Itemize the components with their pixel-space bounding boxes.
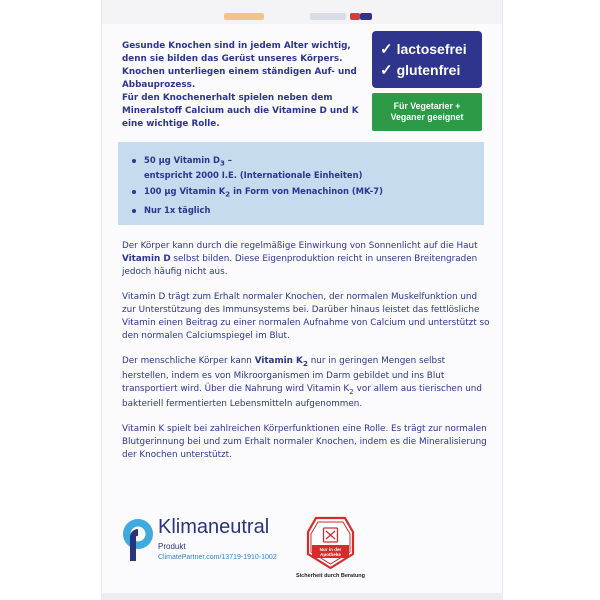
top-flap-strip	[102, 0, 502, 24]
fact-vitamin-k2: 100 µg Vitamin $K_2$ in Form von Menachinon (MK-7)	[132, 186, 484, 201]
box-bottom-edge	[101, 593, 503, 600]
intro-text	[122, 40, 367, 131]
bullet-icon	[132, 209, 136, 213]
flap-fragment	[224, 13, 264, 20]
apotheke-logo	[293, 516, 368, 570]
vegetarian-label-line1: Für Vegetarier +	[393, 100, 461, 111]
intro-paragraph: Gesunde Knochen sind in jedem Alter wichtig, denn sie bilden das Gerüst unseres Körpers. Knochen unterliegen einem ständigen Auf- und Abbauprozess.	[122, 41, 357, 90]
key-facts-list	[118, 142, 484, 216]
fact-dosage: Nur 1x täglich	[132, 205, 484, 217]
apotheke-line2: Apotheke	[320, 552, 341, 557]
package-box	[101, 0, 503, 593]
vegetarian-label-line2: Veganer geeignet	[390, 112, 464, 122]
apotheke-caption: Sicherheit durch Beratung	[295, 573, 366, 579]
intro-paragraph: Für den Knochenerhalt spielen neben dem Mineralstoff Calcium auch die Vitamine D und K eine wichtige Rolle.	[122, 93, 359, 129]
climate-reference: ClimatePartner.com/13719-1910-1002	[158, 554, 277, 561]
paragraph-vitamin-k2: Der menschliche Körper kann Vitamin $K_2$ nur in geringen Mengen selbst herstellen, indem es von Mikroorganismen im Darm gebildet und ins Blut transportiert wird. Über die Nahrung wird Vitamin $K_2$ vor allem aus tierischen und bakteriell fermentierten Lebensmitteln aufgenommen.	[122, 356, 482, 409]
flap-fragment	[360, 13, 372, 20]
flap-fragment	[310, 13, 346, 20]
lactose-gluten-badge	[372, 31, 482, 88]
description-text	[122, 240, 492, 474]
key-facts-panel	[118, 142, 484, 225]
check-icon: ✓	[380, 62, 393, 79]
lactose-free-label: lactosefrei	[396, 41, 467, 57]
bullet-icon	[132, 190, 136, 194]
vegetarian-badge	[372, 93, 482, 131]
fact-vitamin-d3: 50 µg Vitamin $D_3$ – entspricht 2000 I.E. (Internationale Einheiten)	[132, 155, 484, 182]
bullet-icon	[132, 159, 136, 163]
flap-fragment	[350, 13, 360, 20]
climate-title: Klimaneutral	[158, 516, 270, 538]
check-icon: ✓	[380, 41, 393, 58]
climate-partner-logo	[120, 515, 160, 565]
apotheke-line1: Nur in der	[319, 546, 342, 552]
paragraph-vitamin-k-function: Vitamin K spielt bei zahlreichen Körperfunktionen eine Rolle. Es trägt zur normalen Blutgerinnung bei und zum Erhalt normaler Knochen, indem es die Mineralisierung der Knochen unterstützt.	[122, 423, 487, 460]
gluten-free-label: glutenfrei	[396, 62, 461, 78]
paragraph-vitamin-d-sunlight: Der Körper kann durch die regelmäßige Einwirkung von Sonnenlicht auf die Haut Vitamin D selbst bilden. Diese Eigenproduktion reicht in unseren Breitengraden jedoch häufig nicht aus.	[122, 241, 478, 277]
climate-subtitle: Produkt	[158, 542, 186, 551]
paragraph-vitamin-d-function: Vitamin D trägt zum Erhalt normaler Knochen, der normalen Muskelfunktion und zur Unterstützung des Immunsystems bei. Darüber hinaus leistet das fettlösliche Vitamin einen Beitrag zu einer normalen Aufnahme von Calcium und unterstützt so den normalen Calciumspiegel im Blut.	[122, 292, 490, 341]
